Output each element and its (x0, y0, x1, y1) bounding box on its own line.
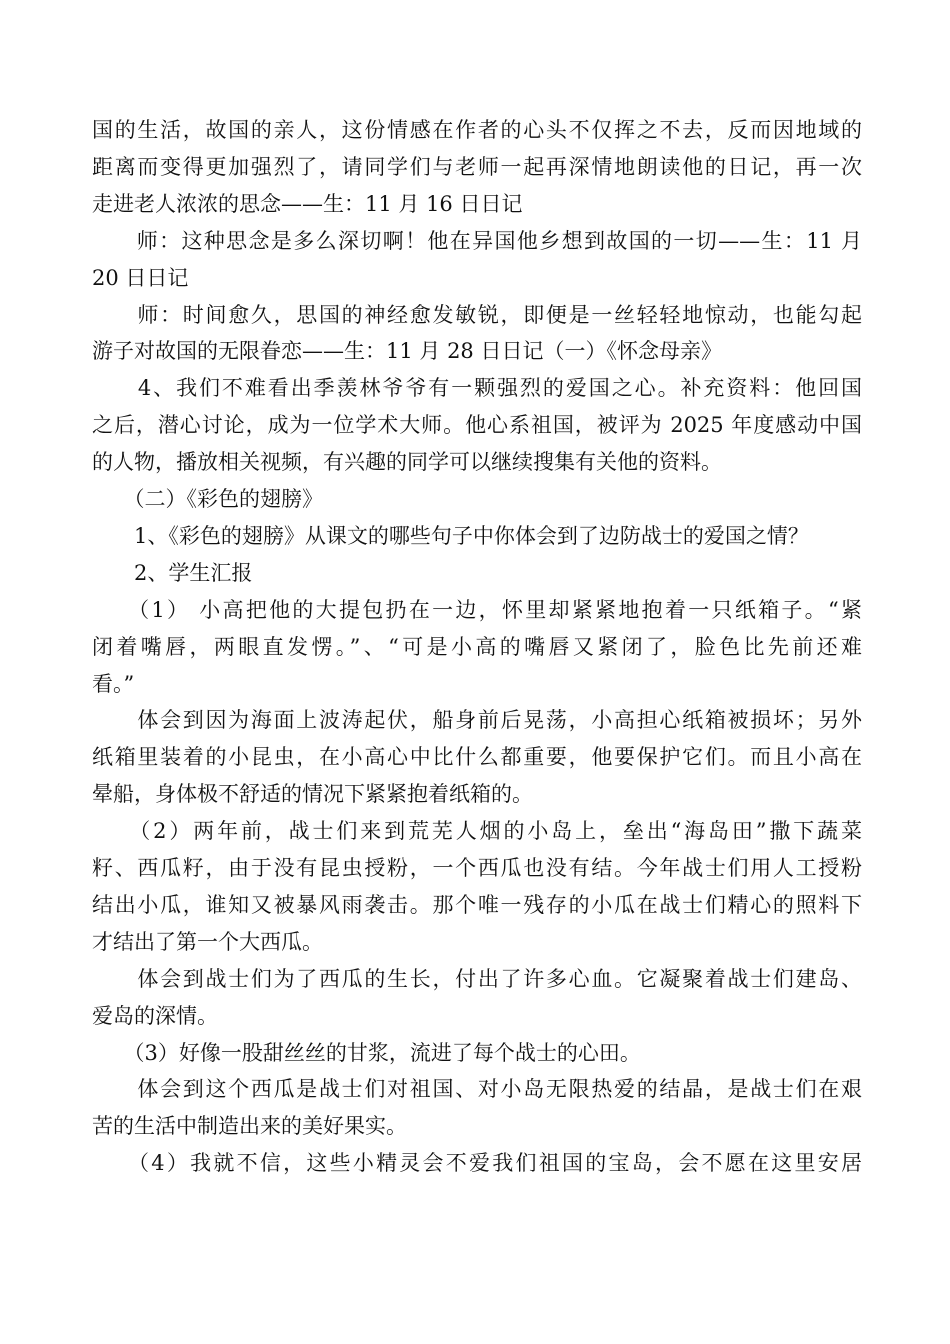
text-line: 才结出了第一个大西瓜。 (92, 929, 323, 954)
text-line: 师：时间愈久，思国的神经愈发敏锐，即便是一丝轻轻地惊动，也能勾起 (92, 302, 862, 327)
text-line: 游子对故国的无限眷恋——生：11 月 28 日日记（一）《怀念母亲》 (92, 339, 722, 364)
text-line: （2）两年前，战士们来到荒芜人烟的小岛上，垒出“海岛田”撒下蔬菜 (92, 819, 862, 844)
text-line: （4）我就不信，这些小精灵会不爱我们祖国的宝岛，会不愿在这里安居 (92, 1151, 862, 1176)
text-line: 距离而变得更加强烈了，请同学们与老师一起再深情地朗读他的日记，再一次 (92, 154, 862, 179)
text-line: 师：这种思念是多么深切啊！他在异国他乡想到故国的一切——生：11 月 (92, 228, 862, 253)
text-line: 的人物，播放相关视频，有兴趣的同学可以继续搜集有关他的资料。 (92, 450, 722, 475)
text-line: 走进老人浓浓的思念——生：11 月 16 日日记 (92, 191, 523, 216)
text-line: 2、学生汇报 (92, 560, 253, 585)
text-line: 籽、西瓜籽，由于没有昆虫授粉，一个西瓜也没有结。今年战士们用人工授粉 (92, 856, 862, 880)
text-line: 苦的生活中制造出来的美好果实。 (92, 1114, 407, 1139)
text-line: 国的生活，故国的亲人，这份情感在作者的心头不仅挥之不去，反而因地域的 (92, 118, 862, 142)
text-line: 4、我们不难看出季羡林爷爷有一颗强烈的爱国之心。补充资料：他回国 (92, 376, 862, 401)
text-line: 结出小瓜，谁知又被暴风雨袭击。那个唯一残存的小瓜在战士们精心的照料下 (92, 892, 862, 917)
text-line: 纸箱里装着的小昆虫，在小高心中比什么都重要，他要保护它们。而且小高在 (92, 745, 862, 770)
text-line: （二）《彩色的翅膀》 (92, 487, 323, 511)
text-line: 体会到战士们为了西瓜的生长，付出了许多心血。它凝聚着战士们建岛、 (92, 966, 862, 991)
text-line: 爱岛的深情。 (92, 1003, 218, 1028)
text-line: 闭着嘴唇，两眼直发愣。”、“可是小高的嘴唇又紧闭了，脸色比先前还难 (92, 634, 862, 659)
text-line: 体会到这个西瓜是战士们对祖国、对小岛无限热爱的结晶，是战士们在艰 (92, 1077, 862, 1102)
text-line: 晕船，身体极不舒适的情况下紧紧抱着纸箱的。 (92, 782, 533, 807)
text-line: 1、《彩色的翅膀》从课文的哪些句子中你体会到了边防战士的爱国之情？ (92, 523, 809, 548)
text-line: 20 日日记 (92, 265, 189, 290)
text-line: 看。” (92, 671, 135, 696)
text-line: 之后，潜心讨论，成为一位学术大师。他心系祖国，被评为 2025 年度感动中国 (92, 413, 862, 438)
text-line: （1） 小高把他的大提包扔在一边，怀里却紧紧地抱着一只纸箱子。“紧 (92, 597, 862, 622)
text-line: （3）好像一股甜丝丝的甘浆，流进了每个战士的心田。 (92, 1040, 641, 1065)
text-line: 体会到因为海面上波涛起伏，船身前后晃荡，小高担心纸箱被损坏；另外 (92, 708, 862, 733)
